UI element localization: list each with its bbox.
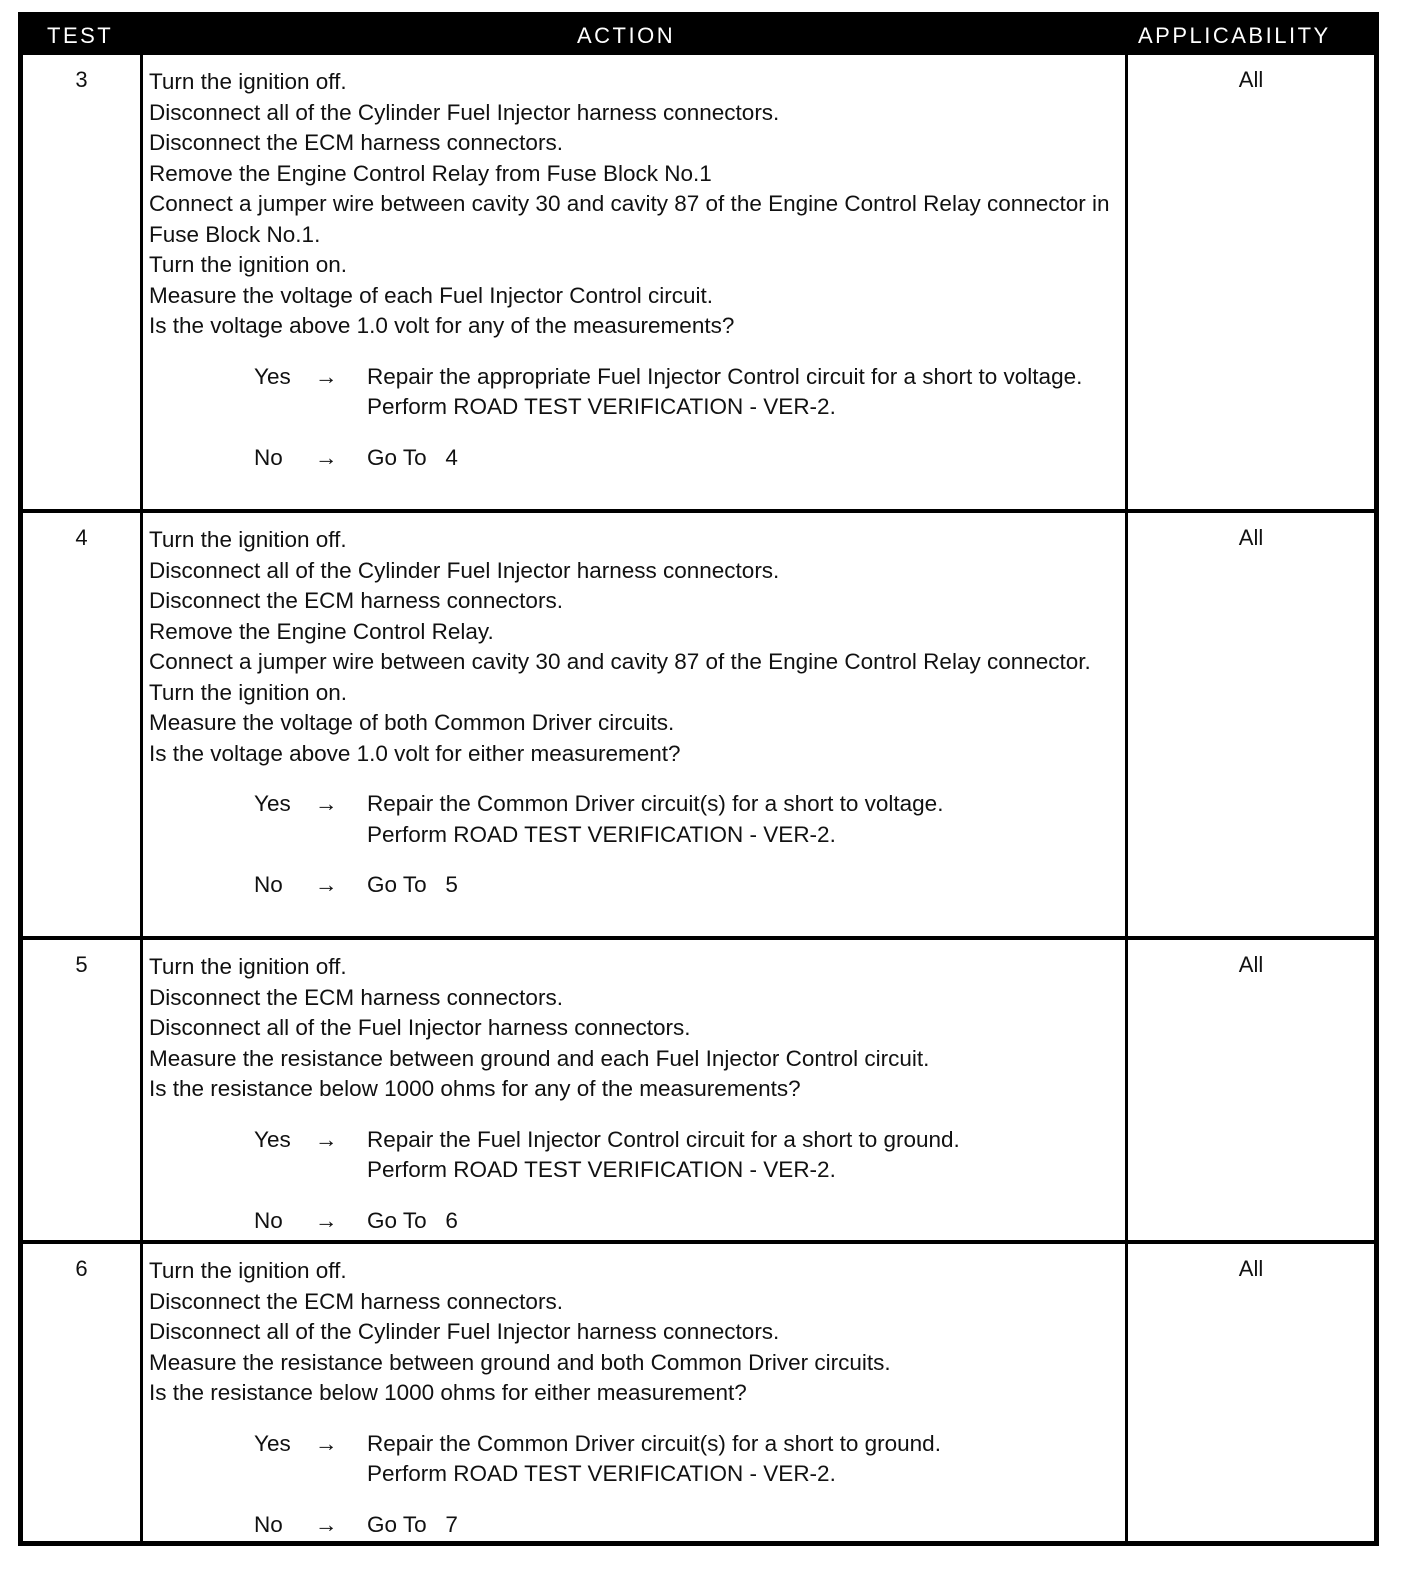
no-result [149,1510,1124,1541]
no-result [149,443,1124,474]
step-text: Turn the ignition off. [149,954,347,979]
step-text: Measure the resistance between ground and each Fuel Injector Control circuit. [149,1045,930,1071]
yes-action-text: Perform ROAD TEST VERIFICATION - VER-2. [367,1157,836,1182]
step-text: Turn the ignition off. [149,69,347,94]
yes-result [149,362,1124,423]
step-text: Disconnect the ECM harness connectors. [149,130,563,155]
yes-label: Yes [254,791,291,816]
step-text: Disconnect all of the Cylinder Fuel Injector harness connectors. [149,99,780,125]
step-text: Turn the ignition on. [149,679,348,705]
step-text: Disconnect the ECM harness connectors. [149,1288,563,1314]
test-action [149,525,1124,901]
step-text: Disconnect the ECM harness connectors. [149,588,563,613]
no-action-text: Go To 7 [367,1511,458,1537]
diagnostic-test-table [18,12,1379,1546]
table-header [23,17,1374,55]
test-row-6 [23,1240,1374,1541]
header-applicability: APPLICABILITY [1138,23,1331,48]
yes-arrow-icon: → [315,1430,338,1456]
step-text: Disconnect all of the Cylinder Fuel Injector harness connectors. [149,557,780,583]
step-text: Measure the voltage of each Fuel Injector Control circuit. [149,282,714,308]
yes-action-text: Repair the appropriate Fuel Injector Control circuit for a short to voltage. [367,363,1083,389]
applicability-value: All [1238,67,1264,92]
test-question: Is the resistance below 1000 ohms for either measurement? [149,1380,747,1405]
test-action [149,1256,1124,1540]
yes-label: Yes [254,363,291,389]
step-text: Remove the Engine Control Relay. [149,618,494,644]
test-number: 5 [75,952,88,977]
no-label: No [254,1207,283,1233]
applicability-value: All [1238,1256,1264,1281]
yes-label: Yes [254,1430,291,1456]
yes-action-text: Perform ROAD TEST VERIFICATION - VER-2. [367,1461,836,1486]
step-text: Connect a jumper wire between cavity 30 and cavity 87 of the Engine Control Relay connector in Fuse Block No.1. [149,191,1110,247]
no-action-text: Go To 5 [367,872,458,897]
yes-result [149,789,1124,850]
applicability-value: All [1238,952,1264,977]
yes-result [149,1125,1124,1186]
yes-action-text: Perform ROAD TEST VERIFICATION - VER-2. [367,394,836,419]
test-number: 3 [75,67,88,92]
test-row-4 [23,509,1374,936]
no-arrow-icon: → [315,1511,338,1537]
step-text: Turn the ignition on. [149,252,348,277]
yes-result [149,1429,1124,1490]
no-label: No [254,1511,283,1537]
step-text: Disconnect all of the Fuel Injector harness connectors. [149,1015,691,1040]
yes-action-text: Perform ROAD TEST VERIFICATION - VER-2. [367,821,836,847]
test-row-5 [23,936,1374,1240]
test-action [149,67,1124,473]
test-number: 4 [75,525,88,550]
test-question: Is the voltage above 1.0 volt for either measurement? [149,740,681,766]
yes-action-text: Repair the Common Driver circuit(s) for a short to voltage. [367,791,944,816]
step-text: Turn the ignition off. [149,1258,347,1283]
no-arrow-icon: → [315,444,338,470]
no-label: No [254,872,283,897]
step-text: Measure the resistance between ground and both Common Driver circuits. [149,1349,891,1375]
yes-arrow-icon: → [315,791,338,816]
no-arrow-icon: → [315,1207,338,1233]
header-action: ACTION [577,23,676,48]
yes-arrow-icon: → [315,1126,338,1152]
test-question: Is the voltage above 1.0 volt for any of the measurements? [149,313,735,338]
yes-action-text: Repair the Common Driver circuit(s) for a short to ground. [367,1430,941,1456]
step-text: Measure the voltage of both Common Driver circuits. [149,710,675,735]
test-question: Is the resistance below 1000 ohms for any of the measurements? [149,1076,801,1101]
header-test: TEST [47,23,114,48]
no-result [149,870,1124,901]
step-text: Disconnect all of the Cylinder Fuel Injector harness connectors. [149,1319,780,1344]
test-row-3 [23,55,1374,509]
step-text: Remove the Engine Control Relay from Fuse Block No.1 [149,160,712,186]
no-result [149,1206,1124,1237]
no-action-text: Go To 6 [367,1207,458,1233]
yes-arrow-icon: → [315,363,338,389]
yes-action-text: Repair the Fuel Injector Control circuit for a short to ground. [367,1126,960,1152]
yes-label: Yes [254,1126,291,1152]
applicability-value: All [1238,525,1264,550]
no-action-text: Go To 4 [367,444,458,470]
no-arrow-icon: → [315,872,338,897]
test-action [149,952,1124,1236]
step-text: Disconnect the ECM harness connectors. [149,984,563,1010]
test-number: 6 [75,1256,88,1281]
no-label: No [254,444,283,470]
step-text: Turn the ignition off. [149,527,347,552]
step-text: Connect a jumper wire between cavity 30 and cavity 87 of the Engine Control Relay connector. [149,649,1091,674]
